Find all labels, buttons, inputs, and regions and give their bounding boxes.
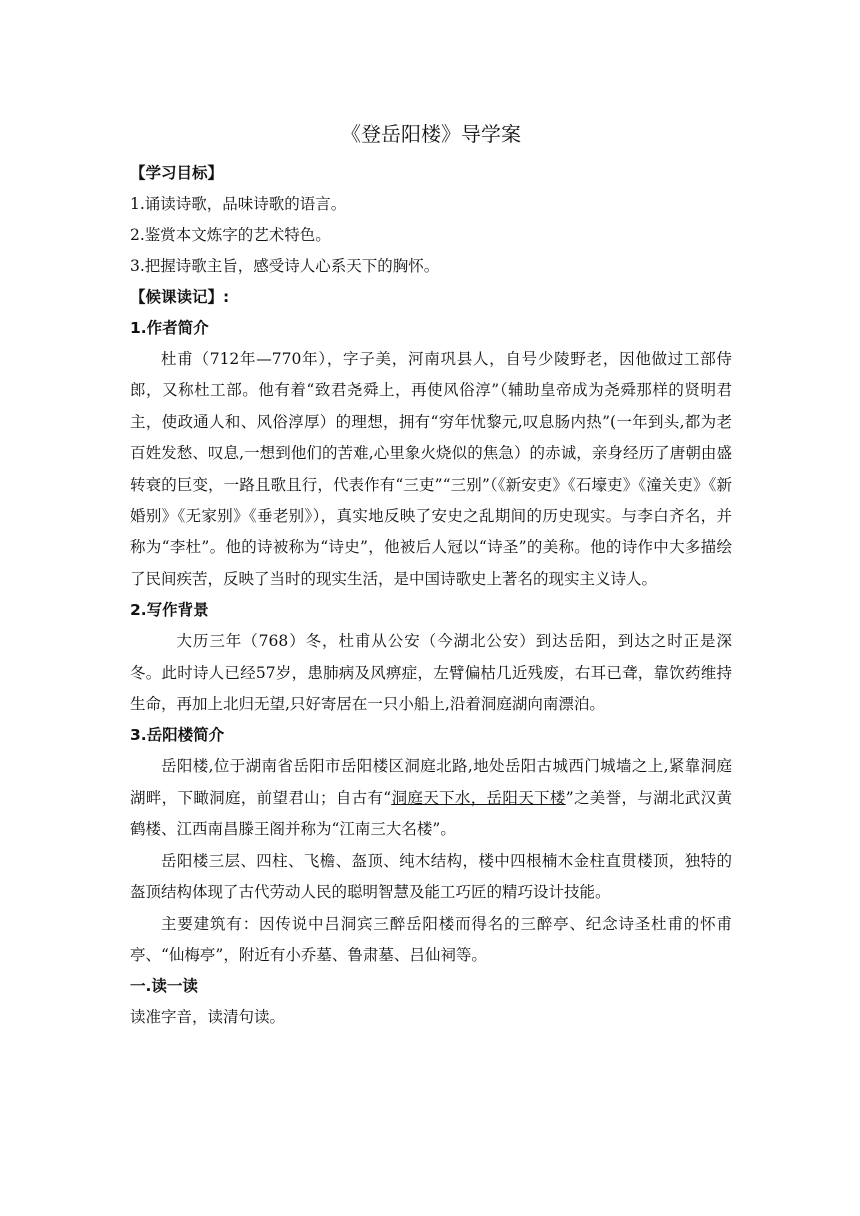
background-paragraph: 大历三年（768）冬，杜甫从公安（今湖北公安）到达岳阳，到达之时正是深冬。此时诗人已经57岁，患肺病及风痹症，左臂偏枯几近残废，右耳已聋，靠饮药维持生命，再加上北归无望,只好寄居在一只小船上,沿着洞庭湖向南漂泊。 — [130, 632, 732, 714]
tower-paragraph-1 — [130, 751, 732, 845]
goals-heading: 【学习目标】 — [130, 164, 224, 182]
read-heading: 一.读一读 — [130, 977, 198, 996]
preview-heading: 【候课读记】: — [130, 288, 230, 306]
author-heading: 1.作者简介 — [130, 319, 209, 337]
goal-item: 1.诵读诗歌，品味诗歌的语言。 — [130, 195, 347, 213]
read-text: 读准字音，读清句读。 — [130, 1008, 286, 1027]
tower-heading: 3.岳阳楼简介 — [130, 726, 225, 745]
author-paragraph: 杜甫（712年—770年），字子美，河南巩县人，自号少陵野老，因他做过工部侍郎，又称杜工部。他有着“致君尧舜上，再使风俗淳”（辅助皇帝成为尧舜那样的贤明君主，使政通人和、风俗淳厚）的理想，拥有“穷年忧黎元,叹息肠内热”(一年到头,都为老百姓发愁、叹息,一想到他们的苦难,心里象火烧似的焦急）的赤诚，亲身经历了唐朝由盛转衰的巨变，一路且歌且行，代表作有“三吏”“三别”（《新安吏》《石壕吏》《潼关吏》《新婚别》《无家别》《垂老别》），真实地反映了安史之乱期间的历史现实。与李白齐名，并称为“李杜”。他的诗被称为“诗史”，他被后人冠以“诗圣”的美称。他的诗作中大多描绘了民间疾苦，反映了当时的现实生活，是中国诗歌史上著名的现实主义诗人。 — [130, 350, 732, 588]
document-body — [130, 118, 732, 1033]
tower-p1-text: 岳阳楼,位于湖南省岳阳市岳阳楼区洞庭北路,地处岳阳古城西门城墙之上,紧靠洞庭湖畔，下瞰洞庭，前望君山；自古有“ — [130, 757, 732, 807]
tower-paragraph-3: 主要建筑有：因传说中吕洞宾三醉岳阳楼而得名的三醉亭、纪念诗圣杜甫的怀甫亭、“仙梅亭”，附近有小乔墓、鲁肃墓、吕仙祠等。 — [130, 914, 732, 964]
goal-item: 3.把握诗歌主旨，感受诗人心系天下的胸怀。 — [130, 257, 440, 275]
tower-paragraph-2: 岳阳楼三层、四柱、飞檐、盔顶、纯木结构，楼中四根楠木金柱直贯楼顶，独特的盔顶结构体现了古代劳动人民的聪明智慧及能工巧匠的精巧设计技能。 — [130, 851, 732, 902]
tower-p1-text-end: ”之美誉，与湖北武汉黄鹤楼、江西南昌滕王阁并称为“江南三大名楼”。 — [130, 788, 732, 839]
background-heading: 2.写作背景 — [130, 601, 209, 620]
page-title: 《登岳阳楼》导学案 — [341, 122, 521, 146]
underlined-quote: 洞庭天下水，岳阳天下楼 — [391, 788, 566, 807]
goal-item: 2.鉴赏本文炼字的艺术特色。 — [130, 226, 331, 244]
